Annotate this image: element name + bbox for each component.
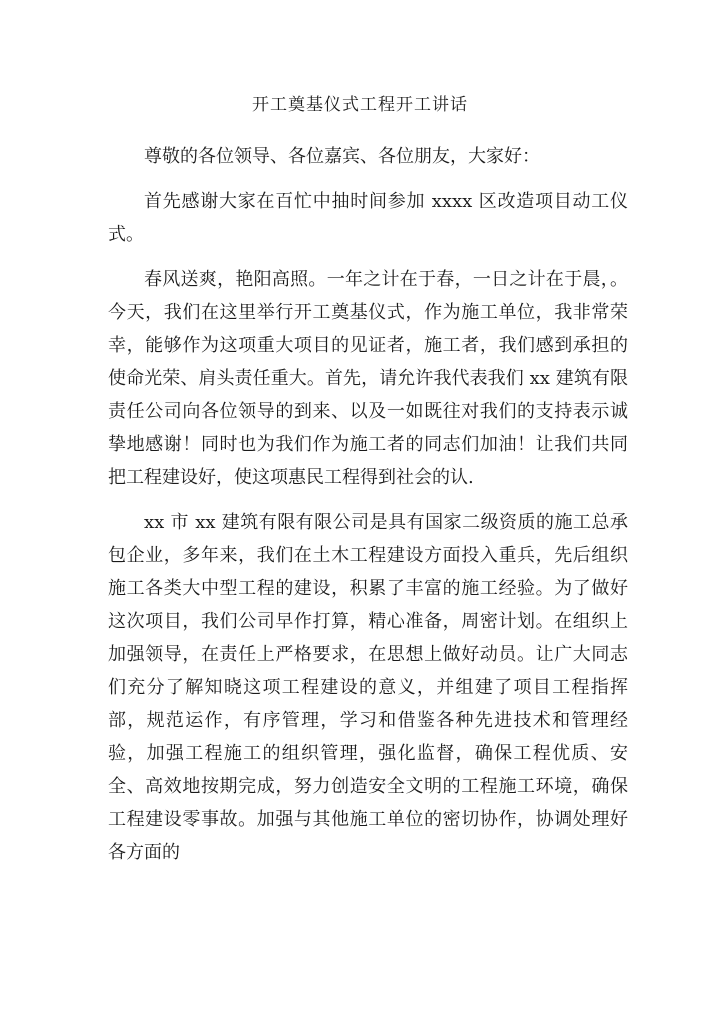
- document-title: 开工奠基仪式工程开工讲话: [252, 95, 468, 115]
- paragraph-ceremony: 春风送爽，艳阳高照。一年之计在于春，一日之计在于晨，。今天，我们在这里举行开工奠基仪式，作为施工单位，我非常荣幸，能够作为这项重大项目的见证者，施工者，我们感到承担的使命光荣、肩头责任重大。首先，请允许我代表我们 xx 建筑有限责任公司向各位领导的到来、以及一如既往对我们的支持表示诚挚地感谢！同时也为我们作为施工者的同志们加油！让我们共同把工程建设好，使这项惠民工程得到社会的认.: [108, 269, 628, 488]
- document-body: [108, 140, 628, 869]
- paragraph-salutation: 尊敬的各位领导、各位嘉宾、各位朋友，大家好：: [144, 146, 540, 167]
- paragraph-thanks: 首先感谢大家在百忙中抽时间参加 xxxx 区改造项目动工仪式。: [108, 191, 628, 245]
- paragraph-company: xx 市 xx 建筑有限有限公司是具有国家二级资质的施工总承包企业，多年来，我们在土木工程建设方面投入重兵，先后组织施工各类大中型工程的建设，积累了丰富的施工经验。为了做好这次项目，我们公司早作打算，精心准备，周密计划。在组织上加强领导，在责任上严格要求，在思想上做好动员。让广大同志们充分了解知晓这项工程建设的意义，并组建了项目工程指挥部，规范运作，有序管理，学习和借鉴各种先进技术和管理经验，加强工程施工的组织管理，强化监督，确保工程优质、安全、高效地按期完成，努力创造安全文明的工程施工环境，确保工程建设零事故。加强与其他施工单位的密切协作，协调处理好各方面的: [108, 512, 628, 863]
